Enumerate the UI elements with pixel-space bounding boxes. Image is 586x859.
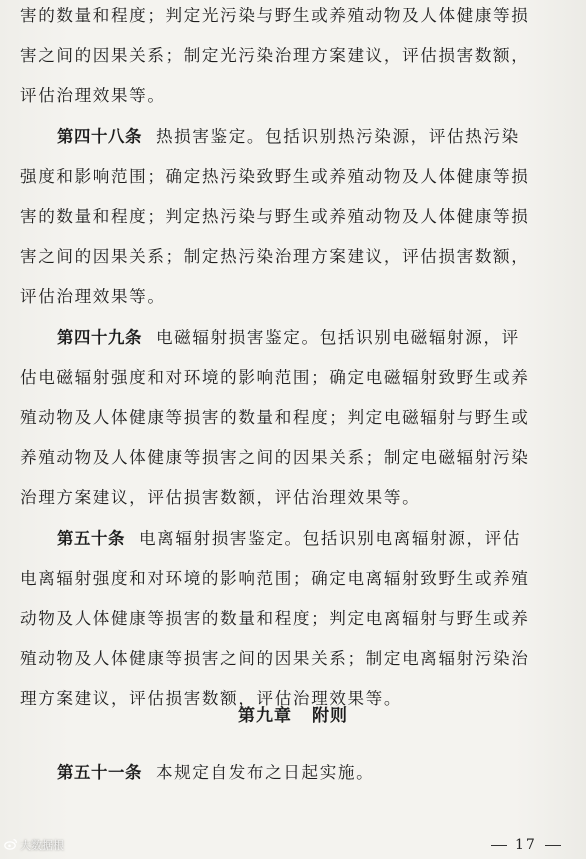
article-49-number: 第四十九条 [57, 328, 142, 347]
article-49-first-line [57, 323, 570, 353]
chapter-title: 附则 [312, 706, 348, 726]
article-49-text: 电磁辐射损害鉴定。包括识别电磁辐射源，评 [155, 328, 520, 347]
text-line: 害的数量和程度；判定光污染与野生或养殖动物及人体健康等损 [20, 6, 530, 25]
article-50-number: 第五十条 [57, 529, 125, 548]
dash-left [491, 845, 507, 846]
article-48-text: 热损害鉴定。包括识别热污染源，评估热污染 [155, 127, 520, 146]
article-48-first-line [57, 122, 570, 152]
text-line: 养殖动物及人体健康等损害之间的因果关系；制定电磁辐射污染 [20, 448, 530, 467]
chapter-heading [0, 700, 586, 732]
text-line: 动物及人体健康等损害的数量和程度；判定电离辐射与野生或养 [20, 609, 530, 628]
text-line: 害之间的因果关系；制定光污染治理方案建议，评估损害数额， [20, 46, 530, 65]
text-line: 估电磁辐射强度和对环境的影响范围；确定电磁辐射致野生或养 [20, 368, 530, 387]
weibo-icon [4, 837, 18, 851]
text-line: 强度和影响范围；确定热污染致野生或养殖动物及人体健康等损 [20, 167, 530, 186]
watermark-text: 大数据根 [20, 839, 64, 852]
text-line: 评估治理效果等。 [20, 287, 166, 306]
article-51-first-line [57, 758, 570, 788]
article-51-text: 本规定自发布之日起实施。 [155, 763, 375, 782]
article-50-text: 电离辐射损害鉴定。包括识别电离辐射源，评估 [138, 529, 522, 548]
chapter-number: 第九章 [238, 706, 292, 726]
text-line: 电离辐射强度和对环境的影响范围；确定电离辐射致野生或养殖 [20, 569, 530, 588]
text-line: 殖动物及人体健康等损害的数量和程度；判定电磁辐射与野生或 [20, 408, 530, 427]
dash-right [545, 845, 561, 846]
article-51-number: 第五十一条 [57, 763, 142, 782]
article-48-number: 第四十八条 [57, 127, 142, 146]
text-line: 评估治理效果等。 [20, 86, 166, 105]
text-line: 害的数量和程度；判定热污染与野生或养殖动物及人体健康等损 [20, 207, 530, 226]
text-line: 治理方案建议，评估损害数额，评估治理效果等。 [20, 488, 421, 507]
text-line: 害之间的因果关系；制定热污染治理方案建议，评估损害数额， [20, 247, 530, 266]
text-line: 理方案建议，评估损害数额，评估治理效果等。 [20, 689, 403, 708]
watermark [4, 837, 64, 855]
article-50-first-line [57, 524, 570, 554]
text-line: 殖动物及人体健康等损害之间的因果关系；制定电离辐射污染治 [20, 649, 530, 668]
page-number [483, 834, 569, 856]
page-number-value: 17 [515, 837, 537, 853]
